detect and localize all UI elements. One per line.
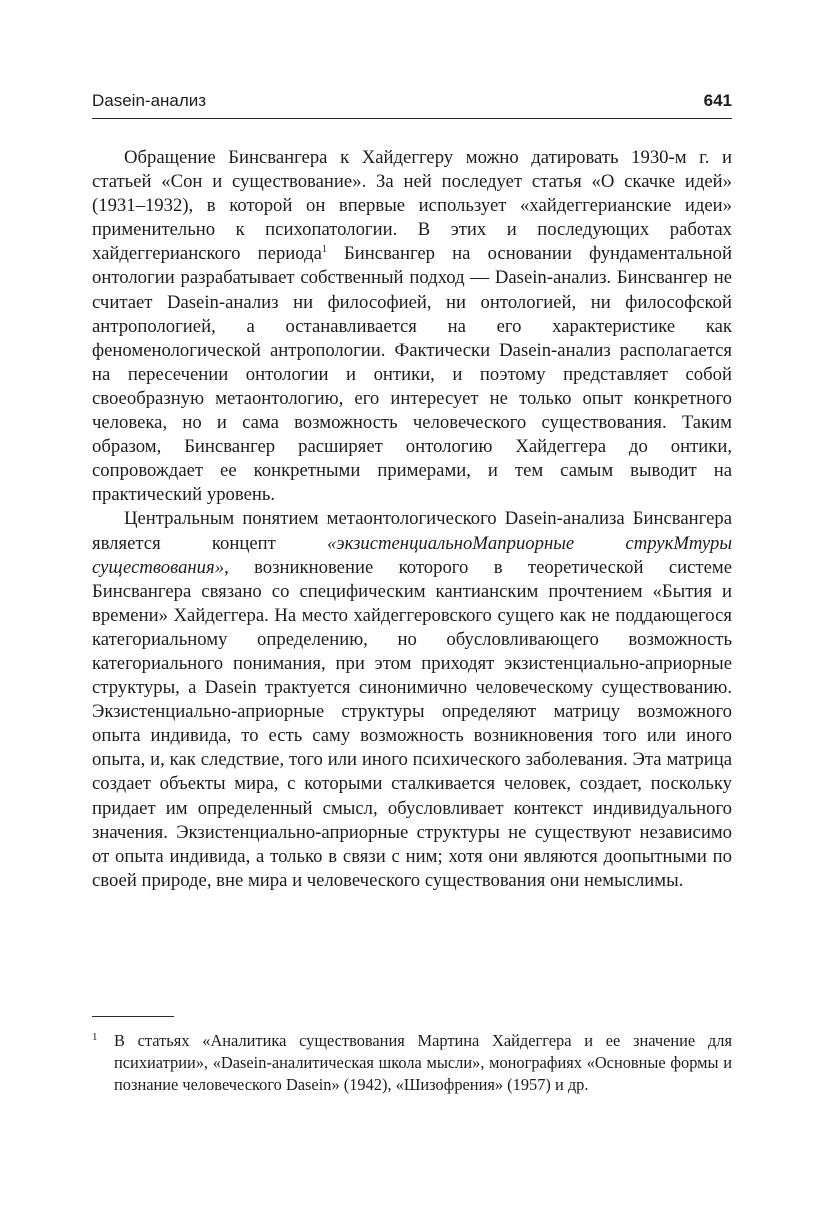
paragraph-2-emphasis: «экзистенциальноMаприорные струкMтуры существования» [92, 532, 732, 578]
running-header-section-title: Dasein-анализ [92, 91, 207, 110]
paragraph-2-text-after: , возникновение которого в теоретической системе Бинсвангера связано со специфическим кантианским прочтением «Бытия и времени» Хайдеггера. На место хайдеггеровского сущего как не поддающегося категориальному определению, но обусловливающего возможность категориального понимания, при этом приходят экзистенциально-априорные структуры, а Dasein трактуется синонимично человеческому существованию. Экзистенциально-априорные структуры определяют матрицу возможного опыта индивида, то есть саму возможность возникновения того или иного опыта, и, как следствие, того или иного психического заболевания. Эта матрица создает объекты мира, с которыми сталкивается человек, создает, поскольку придает им определенный смысл, обусловливает контекст индивидуального значения. Экзистенциально-априорные структуры не существуют независимо от опыта индивида, а только в связи с ним; хотя они являются доопытными по своей природе, вне мира и человеческого существования они немыслимы. [92, 556, 732, 891]
footnote-separator [92, 1016, 174, 1017]
footnote [92, 1030, 732, 1095]
header-rule [92, 118, 732, 119]
paragraph-2-text-before: Центральным понятием метаонтологического Dasein-анализа Бинсвангера является концепт [92, 508, 732, 554]
footnote-marker: 1 [92, 1031, 98, 1043]
footnote-text: В статьях «Аналитика существования Мартина Хайдеггера и ее значение для психиатрии», «Dasein-аналитическая школа мысли», монографиях «Основные формы и познание человеческого Dasein» (1942), «Шизофрения» (1957) и др. [114, 1031, 732, 1094]
book-page [92, 0, 732, 1212]
paragraph-2 [92, 507, 732, 893]
footnote-reference: 1 [321, 244, 327, 256]
paragraph-1 [92, 146, 732, 507]
paragraph-1-text-before: Обращение Бинсвангера к Хайдеггеру можно датировать 1930-м г. и статьей «Сон и существование». За ней последует статья «О скачке идей» (1931–1932), в которой он впервые использует «хайдеггерианские идеи» применительно к психопатологии. В этих и последующих работах хайдеггерианского периода [92, 147, 732, 265]
running-header [92, 88, 732, 114]
body-text [92, 146, 732, 893]
page-number: 641 [703, 91, 732, 110]
paragraph-1-text-after: Бинсвангер на основании фундаментальной онтологии разрабатывает собственный подход — Dasein-анализ. Бинсвангер не считает Dasein-анализ ни философией, ни онтологией, ни философской антропологией, а останавливается на его характеристике как феноменологической антропологии. Фактически Dasein-анализ располагается на пересечении онтологии и онтики, и поэтому представляет собой своеобразную метаонтологию, его интересует не только опыт конкретного человека, но и сама возможность человеческого существования. Таким образом, Бинсвангер расширяет онтологию Хайдеггера до онтики, сопровождает ее конкретными примерами, и тем самым выводит на практический уровень. [92, 243, 733, 506]
